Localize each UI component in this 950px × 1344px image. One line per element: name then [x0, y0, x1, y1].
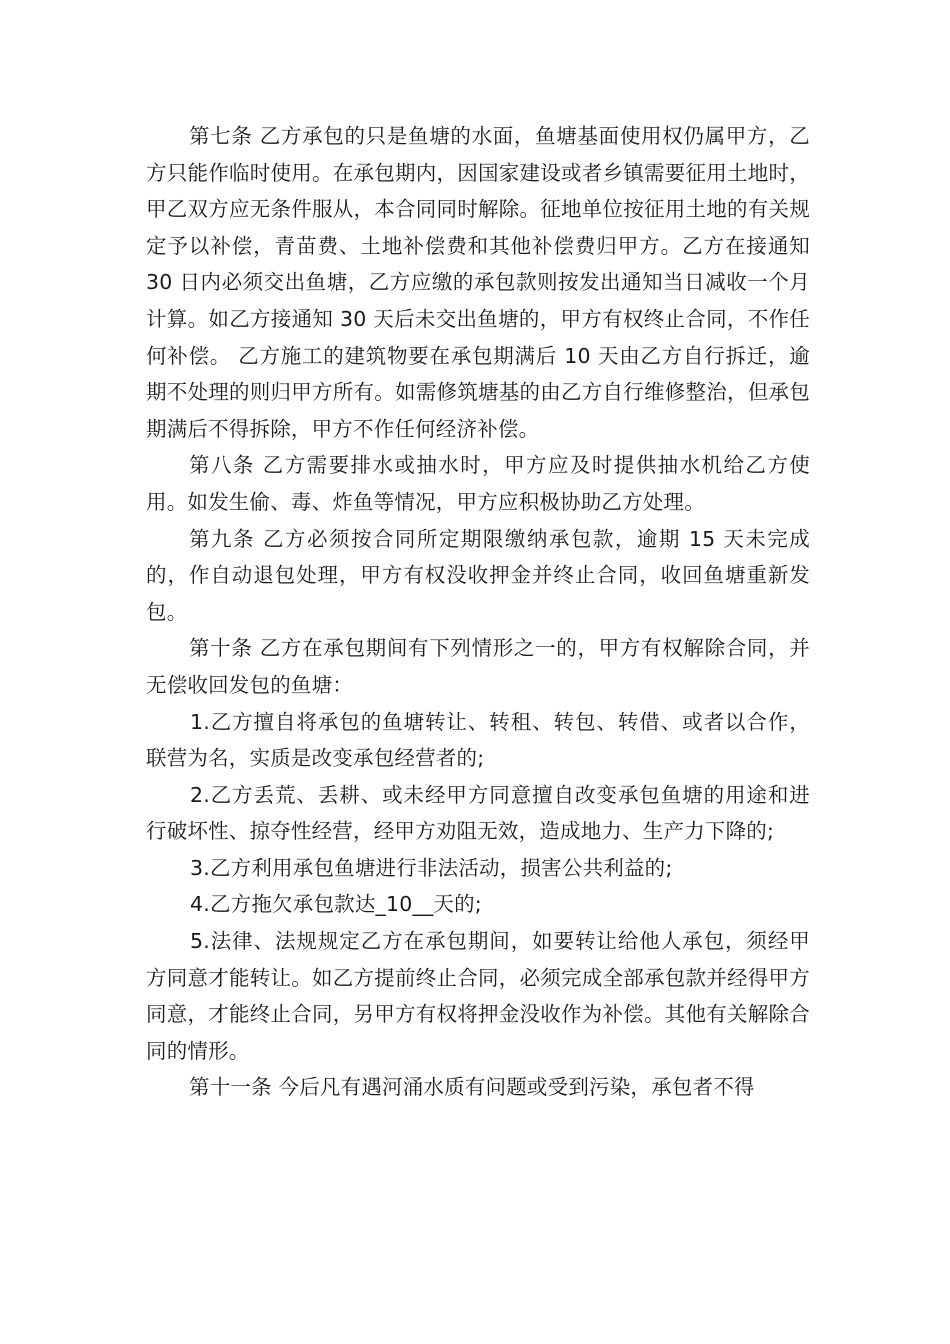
article-11-paragraph: 第十一条 今后凡有遇河涌水质有问题或受到污染，承包者不得: [189, 1075, 755, 1100]
article-10-item-2: 2.乙方丢荒、丢耕、或未经甲方同意擅自改变承包鱼塘的用途和进行破坏性、掠夺性经营，经甲方劝阻无效，造成地力、生产力下降的;: [146, 782, 810, 844]
article-10-item-3: 3.乙方利用承包鱼塘进行非法活动，损害公共利益的;: [190, 855, 673, 880]
article-10-paragraph: 第十条 乙方在承包期间有下列情形之一的，甲方有权解除合同，并无偿收回发包的鱼塘：: [146, 636, 810, 697]
article-10-item-5: 5.法律、法规规定乙方在承包期间，如要转让给他人承包，须经甲方同意才能转让。如乙方提前终止合同，必须完成全部承包款并经得甲方同意，才能终止合同，另甲方有权将押金没收作为补偿。其他有关解除合同的情形。: [146, 929, 810, 1063]
article-10-item-4: 4.乙方拖欠承包款达_10__天的;: [190, 892, 482, 917]
article-9-paragraph: 第九条 乙方必须按合同所定期限缴纳承包款，逾期 15 天未完成的，作自动退包处理，甲方有权没收押金并终止合同，收回鱼塘重新发包。: [146, 526, 810, 624]
article-10-item-1: 1.乙方擅自将承包的鱼塘转让、转租、转包、转借、或者以合作，联营为名，实质是改变承包经营者的;: [146, 709, 810, 771]
article-7-paragraph: 第七条 乙方承包的只是鱼塘的水面，鱼塘基面使用权仍属甲方，乙方只能作临时使用。在承包期内，因国家建设或者乡镇需要征用土地时，甲乙双方应无条件服从，本合同同时解除。征地单位按征用土地的有关规定予以补偿，青苗费、土地补偿费和其他补偿费归甲方。乙方在接通知 30 日内必须交出鱼塘，乙方应缴的承包款则按发出通知当日减收一个月计算。如乙方接通知 30 天后未交出鱼塘的，甲方有权终止合同，不作任何补偿。 乙方施工的建筑物要在承包期满后 10 天由乙方自行拆迁，逾期不处理的则归甲方所有。如需修筑塘基的由乙方自行维修整治，但承包期满后不得拆除，甲方不作任何经济补偿。: [146, 124, 810, 441]
contract-body: [146, 118, 810, 1106]
article-8-paragraph: 第八条 乙方需要排水或抽水时，甲方应及时提供抽水机给乙方使用。如发生偷、毒、炸鱼等情况，甲方应积极协助乙方处理。: [146, 453, 810, 514]
